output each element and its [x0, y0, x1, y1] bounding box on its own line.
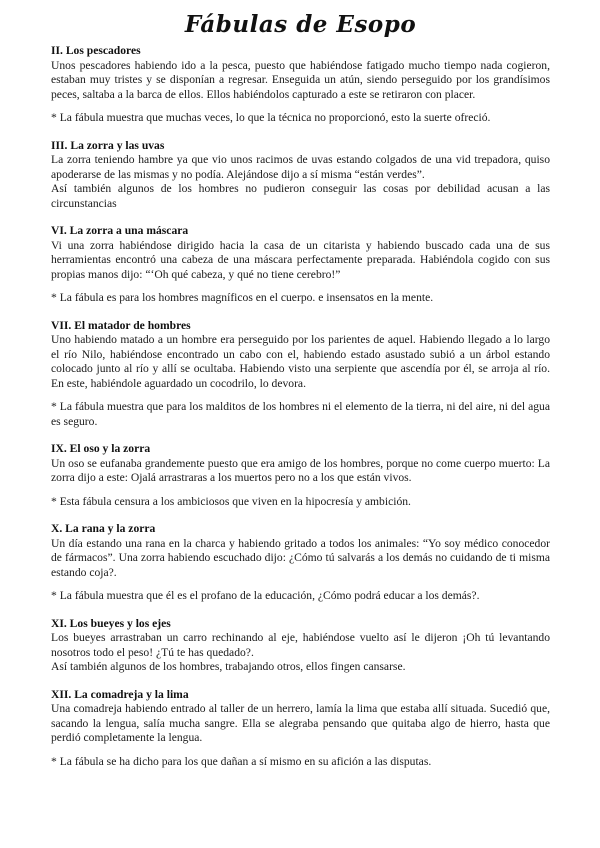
- fable-body: Un día estando una rana en la charca y habiendo gritado a todos los animales: “Yo soy médico conocedor de fármacos”. Una zorra habiendo escuchado dijo: ¿Cómo tú salvarás a los demás no cuidando de ti misma estando coja?.: [51, 536, 550, 579]
- page-title: Fábulas de Esopo: [184, 11, 417, 38]
- section-gap: [51, 126, 550, 139]
- section-gap: [51, 429, 550, 442]
- fable-body: La zorra teniendo hambre ya que vio unos racimos de uvas estando colgados de una vid trepadora, quiso apoderarse de las mismas y no podía. Alejándose dijo a sí misma “están verdes”.: [51, 153, 550, 181]
- fable-heading: XI. Los bueyes y los ejes: [51, 616, 171, 630]
- fable-heading: IX. El oso y la zorra: [51, 442, 151, 455]
- fable-moral: * La fábula muestra que para los malditos de los hombres ni el elemento de la tierra, ni del aire, ni del agua es seguro.: [51, 400, 550, 428]
- section-gap: [51, 509, 550, 522]
- fable-la-comadreja-y-la-lima: [51, 688, 550, 770]
- section-gap: [51, 675, 550, 688]
- fable-body: Vi una zorra habiéndose dirigido hacia la casa de un citarista y habiendo buscado cada una de sus herramientas encontró una cabeza de una máscara perfectamente preparada. Habiéndola cogido con sus propias manos dijo: “‘Oh qué cabeza, y qué no tiene cerebro!”: [51, 238, 550, 281]
- section-gap: [51, 211, 550, 224]
- fable-moral: * La fábula se ha dicho para los que dañan a sí mismo en su afición a las disputas.: [51, 754, 432, 768]
- fable-moral: * La fábula muestra que muchas veces, lo que la técnica no proporcionó, esto la suerte ofreció.: [51, 111, 491, 124]
- fable-la-rana-y-la-zorra: [51, 522, 550, 604]
- fable-body: Uno habiendo matado a un hombre era perseguido por los parientes de aquel. Habiendo llegado a lo largo el río Nilo, habiéndose encontrado un cabo con el, habiendo estado asustado subió a un árbol estando colocado junto al río y allí se ocultaba. Habiendo visto una serpiente que ascendía por él, se arroja al río. En este, habiéndole aguardado un cocodrilo, lo devora.: [51, 333, 550, 390]
- fable-heading: III. La zorra y las uvas: [51, 138, 165, 152]
- section-gap: [51, 306, 550, 319]
- fable-body: Los bueyes arrastraban un carro rechinando al eje, habiéndose vuelto así le dijeron ¡Oh tú levantando nosotros todo el peso! ¿Tú te has quedado?.: [51, 631, 550, 659]
- fable-moral: * La fábula es para los hombres magníficos en el cuerpo. e insensatos en la mente.: [51, 291, 434, 304]
- fable-body: Una comadreja habiendo entrado al taller de un herrero, lamía la lima que estaba allí situada. Sucedió que, sacando la lengua, salía mucha sangre. Ella se alegraba pensando que quitaba algo de hierro, hasta que perdió completamente la lengua.: [51, 702, 550, 744]
- fable-heading: II. Los pescadores: [51, 44, 141, 57]
- fable-body-continuation: Así también algunos de los hombres, trabajando otros, ellos fingen cansarse.: [51, 660, 406, 673]
- section-gap: [51, 604, 550, 617]
- fable-el-matador-de-hombres: [51, 319, 550, 430]
- fable-la-zorra-a-una-mascara: [51, 224, 550, 306]
- fable-los-bueyes-y-los-ejes: [51, 617, 550, 675]
- fable-moral: * Esta fábula censura a los ambiciosos que viven en la hipocresía y ambición.: [51, 494, 411, 508]
- fable-la-zorra-y-las-uvas: [51, 139, 550, 212]
- fable-moral: * La fábula muestra que él es el profano de la educación, ¿Cómo podrá educar a los demás?.: [51, 589, 480, 602]
- fable-heading: VII. El matador de hombres: [51, 318, 191, 332]
- fable-heading: VI. La zorra a una máscara: [51, 224, 189, 237]
- fable-heading: XII. La comadreja y la lima: [51, 687, 189, 701]
- fable-heading: X. La rana y la zorra: [51, 522, 156, 535]
- fable-body-continuation: Así también algunos de los hombres no pudieron conseguir las cosas por debilidad acusan a las circunstancias: [51, 182, 550, 210]
- fable-el-oso-y-la-zorra: [51, 442, 550, 509]
- fable-body: Unos pescadores habiendo ido a la pesca, puesto que habiéndose fatigado mucho tiempo nada cogieron, estaban muy tristes y se disponían a regresar. Enseguida un atún, siendo perseguido por los grandísimos peces, saltaba a la barca de ellos. Ellos habiéndolos capturado a este se retiraron con placer.: [51, 58, 550, 101]
- fable-los-pescadores: [51, 44, 550, 126]
- fable-body: Un oso se eufanaba grandemente puesto que era amigo de los hombres, porque no come cuerpo muerto: La zorra dijo a este: Ojalá arrastraras a los muertos pero no a los que están vivos.: [51, 456, 550, 484]
